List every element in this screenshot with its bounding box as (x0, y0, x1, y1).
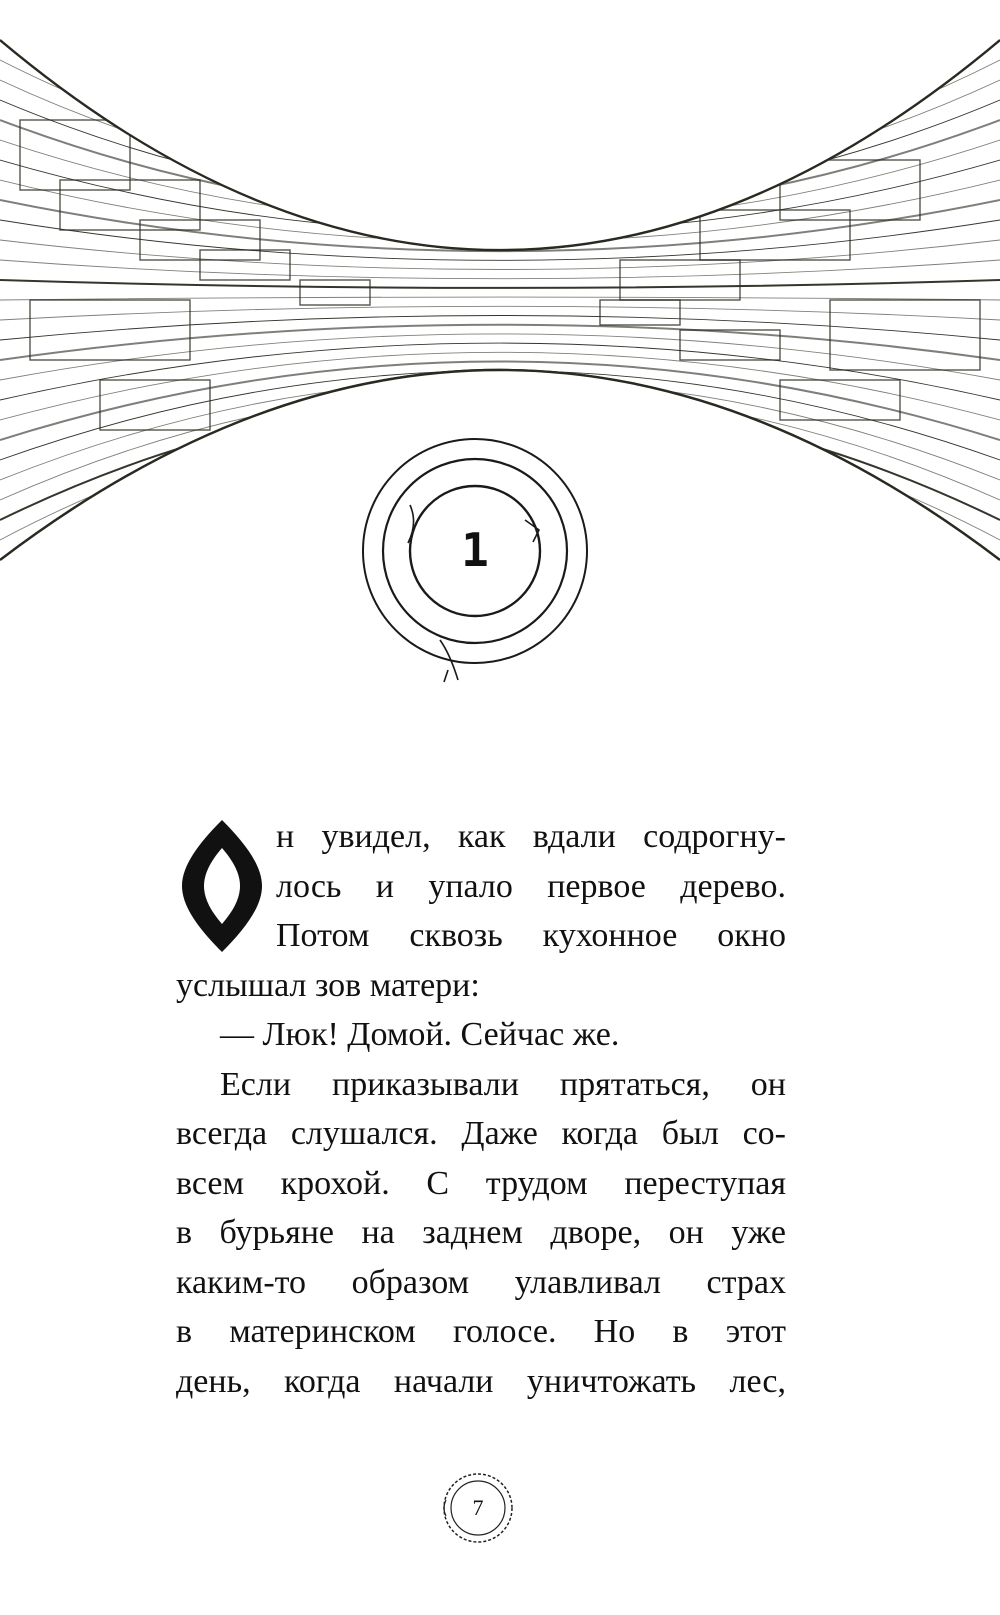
text-line: в бурьяне на заднем дворе, он уже (176, 1214, 786, 1251)
tunnel-lines (0, 0, 1000, 700)
text-line: всем крохой. С трудом переступая (176, 1164, 786, 1202)
paragraph-dialogue (176, 1010, 786, 1060)
text-line: — Люк! Домой. Сейчас же. (220, 1016, 620, 1053)
chapter-header-illustration (0, 0, 1000, 700)
text-line: всегда слушался. Даже когда был со- (176, 1115, 786, 1152)
text-line: Если приказывали прятаться, он (220, 1065, 786, 1103)
drop-cap-diamond-icon (176, 814, 268, 958)
text-line: услышал зов матери: (176, 966, 480, 1004)
text-line: н увидел, как вдали содрогну- (276, 818, 786, 855)
chapter-text (176, 812, 786, 1406)
paragraph-opening (176, 812, 786, 1010)
drop-cap (176, 814, 268, 958)
text-line: каким-то образом улавливал страх (176, 1263, 786, 1301)
text-line: день, когда начали уничтожать лес, (176, 1362, 786, 1400)
text-line: лось и упало первое дерево. (276, 867, 786, 905)
page-number: 7 (472, 1495, 484, 1520)
paragraph-body (176, 1060, 786, 1407)
text-line: в материнском голосе. Но в этот (176, 1313, 786, 1350)
text-line: Потом сквозь кухонное окно (276, 917, 786, 954)
chapter-number: 1 (461, 523, 489, 577)
